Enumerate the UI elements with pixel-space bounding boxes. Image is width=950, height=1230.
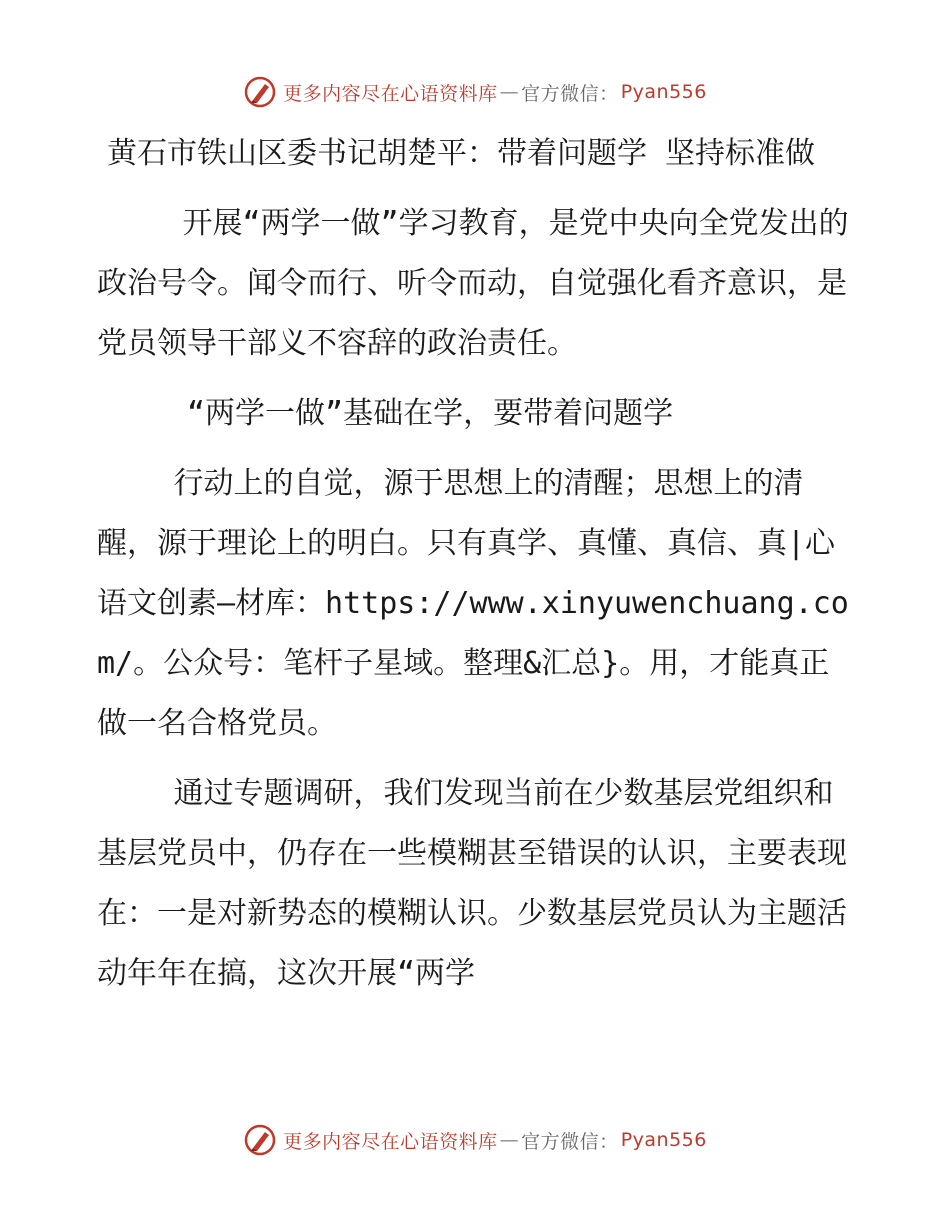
watermark-wechat-label: 官方微信： [521,82,619,105]
watermark-footer [0,1120,950,1160]
watermark-header [0,72,950,112]
pen-logo-icon [243,75,277,109]
watermark-main-text: 更多内容尽在心语资料库 [283,82,498,105]
section-heading: “两学一做”基础在学，要带着问题学 [187,396,674,431]
document-title: 黄石市铁山区委书记胡楚平：带着问题学 坚持标准做 [107,136,816,171]
paragraph-study: 行动上的自觉，源于思想上的清醒；思想上的清醒，源于理论上的明白。只有真学、真懂、真信、真|心语文创素—材库：https://www.xinyuwenchuang.com/。公众号：笔杆子星域。整理&汇总}。用，才能真正做一名合格党员。 [97,466,849,741]
watermark-separator: — [499,1129,520,1151]
paragraph-research: 通过专题调研，我们发现当前在少数基层党组织和基层党员中，仍存在一些模糊甚至错误的认识，主要表现在：一是对新势态的模糊认识。少数基层党员认为主题活动年年在搞，这次开展“两学 [97,776,847,991]
paragraph-intro: 开展“两学一做”学习教育，是党中央向全党发出的政治号令。闻令而行、听令而动，自觉强化看齐意识，是党员领导干部义不容辞的政治责任。 [97,206,849,361]
watermark-wechat-label: 官方微信： [521,1130,619,1153]
watermark-separator: — [499,81,520,103]
watermark-main-text: 更多内容尽在心语资料库 [283,1130,498,1153]
watermark-wechat-id: Pyan556 [620,1129,707,1151]
pen-logo-icon [243,1123,277,1157]
watermark-wechat-id: Pyan556 [620,81,707,103]
document-body [97,124,857,1004]
